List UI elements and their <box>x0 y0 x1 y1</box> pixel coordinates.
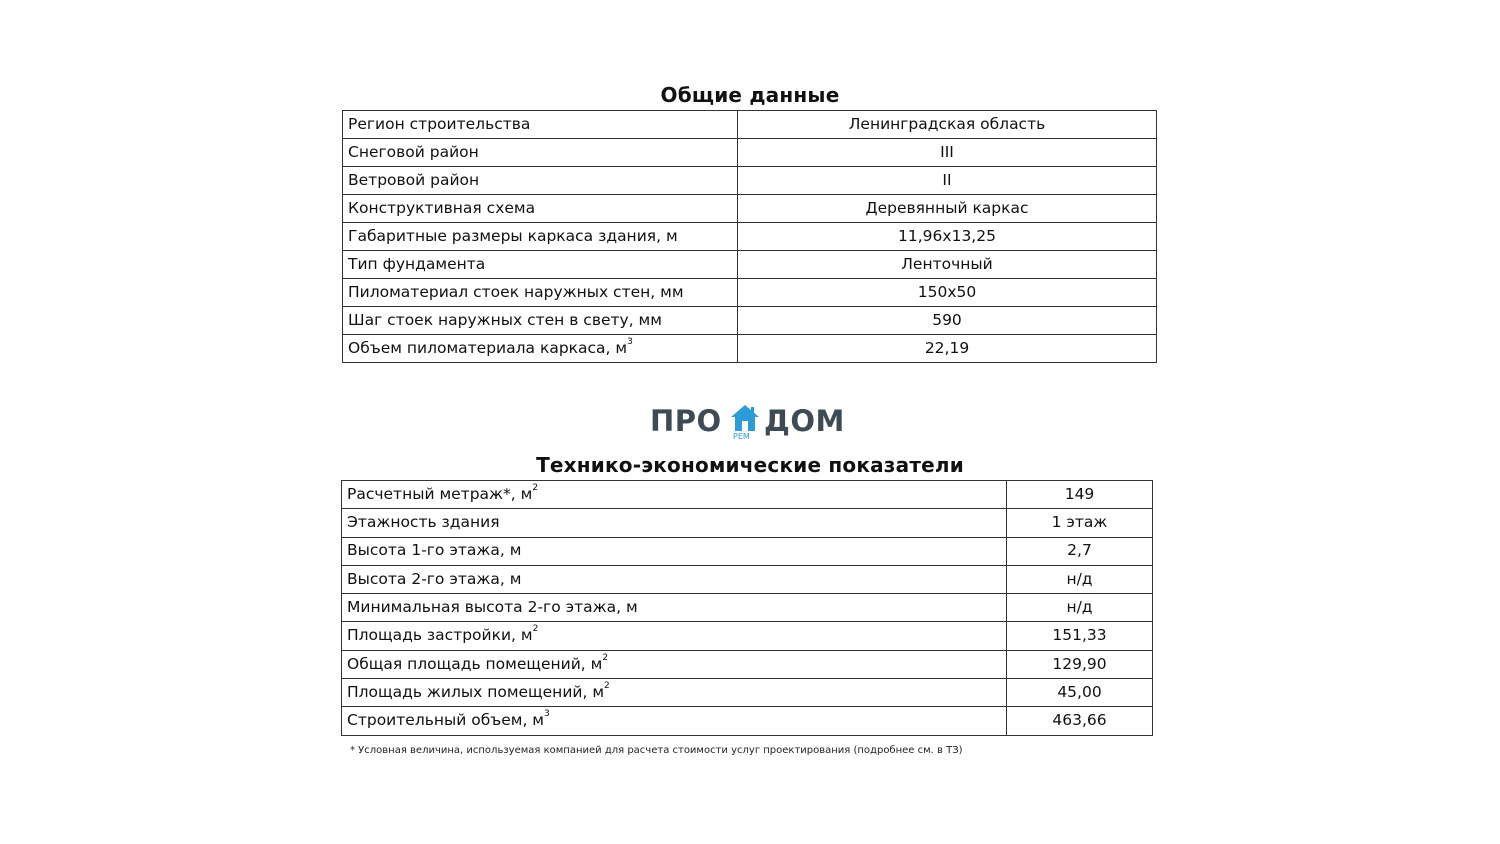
row-value: 150х50 <box>738 279 1157 307</box>
company-logo <box>650 400 850 444</box>
row-label: Высота 2-го этажа, м <box>342 565 1007 593</box>
row-value: 11,96х13,25 <box>738 223 1157 251</box>
table-row <box>342 707 1153 735</box>
row-value: II <box>738 167 1157 195</box>
row-value: н/д <box>1007 565 1153 593</box>
row-value: 1 этаж <box>1007 509 1153 537</box>
table-row <box>343 167 1157 195</box>
table-row <box>342 679 1153 707</box>
table-row <box>343 139 1157 167</box>
row-label: Расчетный метраж*, $м^2$ <box>342 481 1007 509</box>
table-row <box>343 195 1157 223</box>
logo-subtext: РЕМ <box>733 432 750 441</box>
row-label: Минимальная высота 2-го этажа, м <box>342 594 1007 622</box>
row-value: 45,00 <box>1007 679 1153 707</box>
house-icon <box>729 402 761 434</box>
table-row <box>343 279 1157 307</box>
row-label: Снеговой район <box>343 139 738 167</box>
general-data-title: Общие данные <box>660 83 840 107</box>
row-value: Ленточный <box>738 251 1157 279</box>
row-value: III <box>738 139 1157 167</box>
row-value: 151,33 <box>1007 622 1153 650</box>
row-value: Ленинградская область <box>738 111 1157 139</box>
footnote: * Условная величина, используемая компанией для расчета стоимости услуг проектирования (подробнее см. в ТЗ) <box>350 745 963 756</box>
row-label: Регион строительства <box>343 111 738 139</box>
row-value: 149 <box>1007 481 1153 509</box>
row-label: Общая площадь помещений, $м^2$ <box>342 650 1007 678</box>
table-row <box>342 622 1153 650</box>
row-label: Конструктивная схема <box>343 195 738 223</box>
row-label: Тип фундамента <box>343 251 738 279</box>
logo-text-right: ДОМ <box>764 404 845 438</box>
row-label: Объем пиломатериала каркаса, $м^3$ <box>343 335 738 363</box>
general-data-table <box>342 110 1157 363</box>
row-value: 590 <box>738 307 1157 335</box>
row-value: н/д <box>1007 594 1153 622</box>
row-label: Шаг стоек наружных стен в свету, мм <box>343 307 738 335</box>
table-row <box>343 223 1157 251</box>
table-row <box>342 565 1153 593</box>
row-value: Деревянный каркас <box>738 195 1157 223</box>
table-row <box>342 537 1153 565</box>
row-label: Строительный объем, $м^3$ <box>342 707 1007 735</box>
table-row <box>343 251 1157 279</box>
row-value: 22,19 <box>738 335 1157 363</box>
row-label: Пиломатериал стоек наружных стен, мм <box>343 279 738 307</box>
row-label: Площадь жилых помещений, $м^2$ <box>342 679 1007 707</box>
logo-text-left: ПРО <box>650 404 722 438</box>
row-label: Этажность здания <box>342 509 1007 537</box>
table-row <box>342 509 1153 537</box>
row-value: 463,66 <box>1007 707 1153 735</box>
table-row <box>342 481 1153 509</box>
table-row <box>342 594 1153 622</box>
row-label: Площадь застройки, $м^2$ <box>342 622 1007 650</box>
table-row <box>343 307 1157 335</box>
row-label: Ветровой район <box>343 167 738 195</box>
indicators-title: Технико-экономические показатели <box>536 453 964 477</box>
table-row <box>343 335 1157 363</box>
table-row <box>343 111 1157 139</box>
row-label: Высота 1-го этажа, м <box>342 537 1007 565</box>
table-row <box>342 650 1153 678</box>
indicators-table <box>341 480 1153 736</box>
row-value: 2,7 <box>1007 537 1153 565</box>
row-label: Габаритные размеры каркаса здания, м <box>343 223 738 251</box>
row-value: 129,90 <box>1007 650 1153 678</box>
